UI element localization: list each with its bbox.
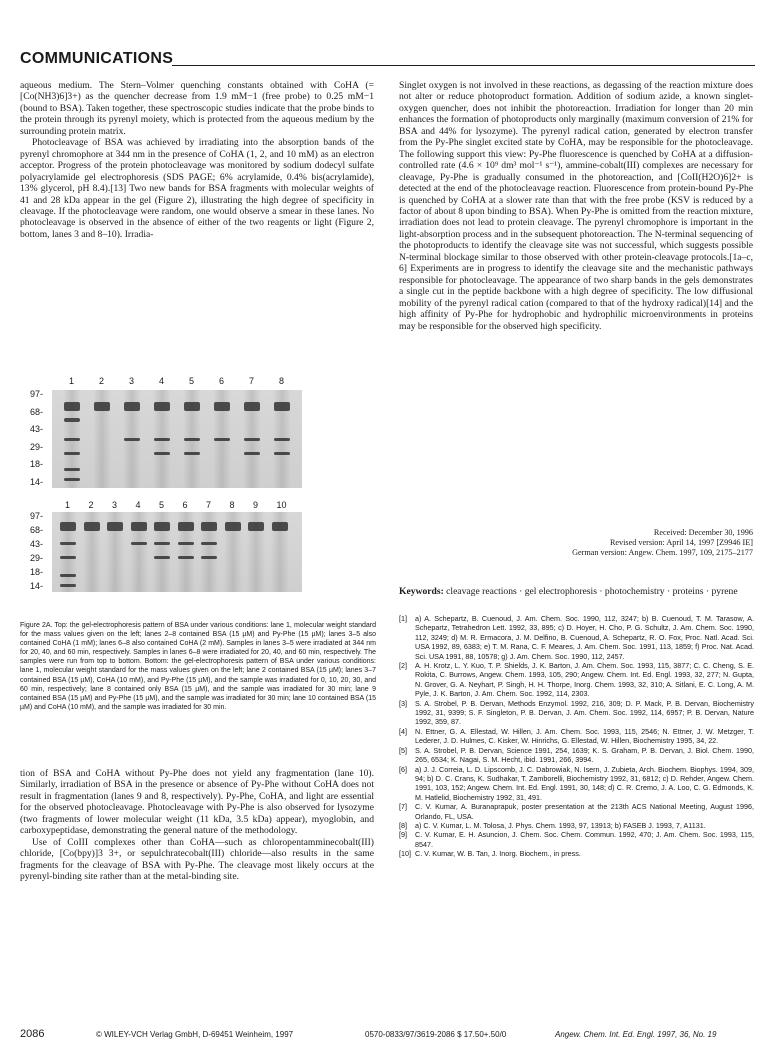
gel-band — [124, 438, 140, 441]
gel-band — [201, 556, 217, 559]
lane-label: 8 — [229, 500, 235, 510]
gel-band — [184, 452, 200, 455]
gel-band — [64, 468, 80, 471]
gel-image-bottom — [52, 512, 302, 592]
german-version-line: German version: Angew. Chem. 1997, 109, 2175–2177 — [572, 548, 753, 557]
mw-marker-label: 18- — [30, 567, 44, 577]
paragraph: Photocleavage of BSA was achieved by irradiating into the absorption bands of the pyrenyl chromophore at 344 nm in the presence of CoHA (1, 2, and 10 mM) as an electron acceptor. Progress of the protein photocleavage was monitored by sodium dodecyl sulfate polyacrylamide gel electrophoresis (SDS PAGE; 6% acrylamide, 0.4% bis(acrylamide), 13% glycerol, pH 8.4).[13] Two new bands for BSA fragments with molecular weights of 41 and 28 kDa appear in the gel (Figure 2), illustrating the high degree of specificity in cleavage. If the photocleavage were random, one would observe a smear in these lanes. No photocleavage is observed in the absence of either of the two reagents or light (Figure 2, bottom, lanes 3 and 8–10). Irradia- — [20, 137, 374, 240]
mw-marker-label: 97- — [30, 511, 44, 521]
gel-band — [225, 522, 241, 531]
lane-label: 2 — [99, 376, 105, 386]
lane-label: 8 — [279, 376, 285, 386]
gel-band — [64, 478, 80, 481]
gel-band — [184, 438, 200, 441]
journal-line: Angew. Chem. Int. Ed. Engl. 1997, 36, No. 19 — [555, 1030, 717, 1039]
reference-number: [3] — [399, 698, 407, 708]
gel-band — [244, 452, 260, 455]
lane-label: 7 — [249, 376, 255, 386]
gel-band — [64, 438, 80, 441]
gel-band — [124, 402, 140, 411]
gel-band — [214, 438, 230, 441]
gel-band — [84, 522, 100, 531]
gel-band — [154, 402, 170, 411]
gel-band — [64, 418, 80, 422]
reference-text: C. V. Kumar, E. H. Asuncion, J. Chem. Soc. Chem. Commun. 1992, 470; J. Am. Chem. Soc. 1993, 115, 8547. — [415, 830, 754, 849]
reference-text: N. Ettner, G. A. Ellestad, W. Hillen, J. Am. Chem. Soc. 1993, 115, 2546; N. Ettner, J. W. Metzger, T. Lederer, J. D. Hulmes, C. Kisker, W. Hinrichs, G. Ellestad, W. Hillen, Biochemistry 1995, 34, 22. — [415, 726, 754, 746]
gel-band — [60, 542, 76, 545]
mw-marker-label: 68- — [30, 406, 44, 417]
keywords-label: Keywords: — [399, 586, 444, 597]
revised-line: Revised version: April 14, 1997 [Z9946 IE] — [609, 538, 753, 547]
paragraph: Singlet oxygen is not involved in these reactions, as degassing of the reaction mixture does not alter or reduce photoproduct formation. Addition of sodium azide, a known singlet-oxygen quencher, does not inhibit the photoreaction. Irradiation for longer than 20 min enhances the formation of photoproducts only marginally (maximum conversion of 21% for BSA and 44% for lysozyme). The pyrenyl radical cation, generated by electron transfer from the Py-Phe singlet excited state by CoHA, may be responsible for the photocleavage. The following support this view: Py-Phe fluorescence is quenched by CoHA at a diffusion-controlled rate (4.6 × 10⁹ dm³ mol⁻¹ s⁻¹), ammine-cobalt(III) complexes are necessary for cleavage, Py-Phe is gradually consumed in the photoreaction, and [CoII(H2O)6]2+ is detected at the end of the photocleavage reaction. Fluorescence from protein-bound Py-Phe is quenched by CoHA at a slower rate than that with the free probe (KSV is reduced by a factor of about 8 upon binding to BSA). When Py-Phe is omitted from the reaction mixture, irradiation does not lead to protein cleavage. The pyrenyl chromophore is important in the light-absorption process and in the subsequent photoreaction. The N-terminal sequencing of the photoproducts to identify the cleavage site was not successful, which suggests possible N-terminal blockage similar to those observed with other protein-cleavage protocols.[1a–c, 6] Experiments are in progress to identify the cleavage site and the mechanistic pathways responsible for photocleavage. The appearance of two sharp bands in the gels demonstrates a single cut in the peptide backbone with a high degree of specificity. The low diffusional mobility of the pyrenyl radical cation (compared to that of the hydroxy radical)[14] and the high affinity of Py-Phe for hydrophobic and hydrophilic microenvironments in proteins may be responsible for the observed high specificity. — [399, 80, 753, 332]
gel-band — [274, 402, 290, 411]
lane-label: 9 — [253, 500, 259, 510]
section-title: COMMUNICATIONS — [20, 50, 174, 67]
issn-line: 0570-0833/97/3619-2086 $ 17.50+.50/0 — [365, 1030, 507, 1039]
mw-marker-label: 14- — [30, 477, 44, 487]
keywords — [399, 586, 753, 598]
gel-band — [178, 522, 194, 531]
lane-label: 3 — [129, 376, 135, 386]
gel-band — [64, 452, 80, 455]
gel-band — [274, 452, 290, 455]
reference-number: [6] — [399, 764, 407, 774]
received-line: Received: December 30, 1996 — [653, 528, 753, 537]
gel-band — [244, 438, 260, 441]
gel-band — [154, 542, 170, 545]
lane-label: 5 — [189, 376, 195, 386]
reference-number: [1] — [399, 614, 407, 623]
mw-marker-label: 14- — [30, 581, 44, 591]
reference-item — [399, 746, 754, 765]
lane-label: 7 — [206, 500, 212, 510]
lane-label: 10 — [276, 500, 287, 510]
reference-text: C. V. Kumar, W. B. Tan, J. Inorg. Biochem., in press. — [415, 849, 581, 859]
reference-item — [399, 614, 754, 661]
gel-band — [272, 522, 288, 531]
gel-image-top — [52, 390, 302, 488]
mw-marker-label: 43- — [30, 539, 44, 549]
gel-band — [154, 452, 170, 455]
gel-band — [201, 522, 217, 531]
reference-item — [399, 849, 754, 858]
mw-marker-label: 43- — [30, 424, 44, 435]
mw-marker-label: 29- — [30, 441, 44, 452]
right-column-text — [399, 80, 753, 332]
gel-band — [201, 542, 217, 545]
mw-marker-label: 18- — [30, 459, 44, 470]
reference-number: [5] — [399, 745, 407, 755]
gel-band — [131, 522, 147, 531]
reference-item — [399, 830, 754, 849]
gel-band — [244, 402, 260, 411]
reference-text: a) A. Schepartz, B. Cuenoud, J. Am. Chem. Soc. 1990, 112, 3247; b) B. Cuenoud, T. M. Tarasow, A. Schepartz, Tetrahedron Lett. 1992, 33, 895; c) D. Hoyer, H. Cho, P. G. Schultz, J. Am. Chem. Soc. 1990, 112, 3249; d) M. R. Ermacora, J. M. Delfino, B. Cuenoud, A. Schepartz, R. O. Fox, Proc. Natl. Acad. Sci. USA 1992, 89, 6383; e) T. M. Rana, C. F. Meares, J. Am. Chem. Soc. 1991, 113, 1859; f) Proc. Nat. Acad. Sci. USA 1991, 88, 10578; g) J. Am. Chem. Soc. 1990, 112, 2457. — [415, 614, 754, 661]
reference-number: [8] — [399, 820, 407, 830]
gel-band — [154, 522, 170, 531]
reference-item — [399, 661, 754, 699]
reference-text: A. H. Krotz, L. Y. Kuo, T. P. Shields, J. K. Barton, J. Am. Chem. Soc. 1993, 115, 3877; C. C. Cheng, S. E. Rokita, C. Burrows, Angew. Chem. 1993, 105, 290; Angew. Chem. Int. Ed. Engl. 1993, 32, 277; N. Gupta, N. Grover, G. A. Neyhart, P. Singh, H. H. Thorpe, Inorg. Chem. 1993, 32, 310; A. Sitlani, E. C. Long, A. M. Pyle, J. K. Barton, J. Am. Chem. Soc. 1992, 114, 2303. — [415, 661, 754, 699]
figure-caption: Figure 2A. Top: the gel-electrophoresis pattern of BSA under various conditions: lane 1, molecular weight standard for the mass values given on the left; lanes 2–8 contained BSA (15 µM) and Py-Phe (15 µM); lanes 3–5 also contained CoHA (1 mM); lanes 6–8 also contained CoHA (2 mM). Samples in lanes 3–5 were irradiated at 344 nm for 20, 40, and 60 min, respectively. Samples in lanes 6–8 were irradiated for 20, 40, and 60 min, respectively. The samples were run from top to bottom. Bottom: the gel-electrophoresis pattern of BSA under various conditions: lane 1, molecular weight standard for the mass values given on the left; lane 2 contained BSA (15 µM); lanes 3–7 contained BSA (15 µM), CoHA (10 mM), and Py-Phe (15 µM), and the sample was irradiated for 0, 10, 20, 30, and 60 min, respectively; lane 8 contained only BSA (15 µM), and the sample was irradiated for 30 min; lane 9 contained BSA (15 µM) and Py-Phe (15 µM), and the sample was irradiated for 30 min; lane 10 contained BSA (15 µM) and CoHA (10 mM), and the sample was irradiated for 30 min. — [20, 622, 376, 711]
left-bottom-text — [20, 768, 374, 883]
gel-band — [60, 574, 76, 577]
reference-text: S. A. Strobel, P. B. Dervan, Methods Enzymol. 1992, 216, 309; D. P. Mack, P. B. Dervan, Biochemistry 1992, 31, 9399; S. F. Singleton, P. B. Dervan, J. Am. Chem. Soc. 1992, 114, 6957; P. B. Dervan, Nature 1992, 359, 87. — [415, 698, 754, 727]
reference-number: [9] — [399, 830, 407, 840]
reference-item — [399, 821, 754, 830]
gel-band — [274, 438, 290, 441]
paragraph: aqueous medium. The Stern–Volmer quenching constants obtained with CoHA (= [Co(NH3)6]3+) as the quencher decrease from 1.9 mM−1 (free probe) to 0.25 mM−1 (bound to BSA). Taken together, these spectroscopic studies indicate that the probe binds to the protein through its pyrenyl moiety, which is protected from the aqueous medium by the surrounding protein matrix. — [20, 80, 374, 137]
gel-band — [131, 542, 147, 545]
left-column-text — [20, 80, 374, 240]
mw-marker-label: 97- — [30, 389, 44, 399]
lane-label: 5 — [159, 500, 165, 510]
reference-number: [7] — [399, 802, 407, 812]
lane-label: 6 — [182, 500, 188, 510]
page-header — [20, 50, 755, 72]
reference-item — [399, 699, 754, 727]
lane-label: 2 — [88, 500, 94, 510]
gel-band — [154, 438, 170, 441]
received-dates — [399, 528, 753, 558]
reference-item — [399, 727, 754, 746]
header-rule — [172, 65, 755, 66]
gel-band — [107, 522, 123, 531]
reference-number: [4] — [399, 726, 407, 736]
gel-band — [178, 542, 194, 545]
gel-band — [60, 522, 76, 531]
gel-band — [154, 556, 170, 559]
reference-text: a) C. V. Kumar, L. M. Tolosa, J. Phys. Chem. 1993, 97, 13913; b) FASEB J. 1993, 7, A1131. — [415, 820, 706, 830]
lane-label: 4 — [159, 376, 165, 386]
reference-text: a) J. J. Correia, L. D. Lipscomb, J. C. Dabrowiak, N. Isern, J. Zubieta, Arch. Biochem. Biophys. 1994, 309, 94; b) D. C. Crans, K. Sudhakar, T. Zamborelli, Biochemistry 1992, 31, 6812; c) D. Rehder, Angew. Chem. 1991, 103, 152; Angew. Chem. Int. Ed. Engl. 1991, 30, 148; d) C. R. Cremo, J. A. Loo, C. G. Edmonds, K. M. Hatlelid, Biochemistry 1992, 31, 491. — [415, 764, 754, 802]
lane-label: 6 — [219, 376, 225, 386]
mw-marker-label: 29- — [30, 553, 44, 563]
reference-number: [10] — [399, 849, 411, 859]
gel-band — [94, 402, 110, 411]
gel-band — [64, 402, 80, 411]
gel-band — [214, 402, 230, 411]
paragraph: tion of BSA and CoHA without Py-Phe does not yield any fragmentation (lane 10). Similarly, irradiation of BSA in the presence or absence of Py-Phe without CoHA does not result in fragmentation (lanes 9 and 8, respectively). Py-Phe, CoHA, and light are essential for the observed photocleavage. Photocleavage with Py-Phe is also observed for lysozyme (two fragments of lower molecular weight (11 kDa, 3.5 kDa) appear), myoglobin, and carboxypeptidase, demonstrating the general nature of the methodology. — [20, 768, 374, 837]
reference-number: [2] — [399, 661, 407, 671]
gel-band — [178, 556, 194, 559]
gel-band — [60, 584, 76, 587]
references-list — [399, 614, 754, 859]
reference-text: C. V. Kumar, A. Buranaprapuk, poster presentation at the 213th ACS National Meeting, August 1996, Orlando, FL, USA. — [415, 802, 754, 821]
gel-band — [184, 402, 200, 411]
lane-label: 4 — [135, 500, 141, 510]
gel-band — [60, 556, 76, 559]
publisher-line: © WILEY-VCH Verlag GmbH, D-69451 Weinheim, 1997 — [96, 1030, 294, 1039]
lane-label: 1 — [65, 500, 71, 510]
lane-label: 3 — [112, 500, 118, 510]
paragraph: Use of CoIII complexes other than CoHA—such as chloropentamminecobalt(III) chloride, [Co(bpy)]3 3+, or sepulchratecobalt(III) chloride—also results in the same fragments for the cleavage of BSA with Py-Phe. The cleavage most likely occurs at the pyrenyl-binding site rather than at the metal-binding site. — [20, 836, 374, 883]
reference-text: S. A. Strobel, P. B. Dervan, Science 1991, 254, 1639; K. S. Graham, P. B. Dervan, J. Biol. Chem. 1990, 265, 6534; K. Nagai, S. M. Hecht, ibid. 1991, 266, 3994. — [415, 745, 754, 765]
gel-band — [248, 522, 264, 531]
reference-item — [399, 802, 754, 821]
lane-label: 1 — [69, 376, 75, 386]
page-number: 2086 — [20, 1028, 45, 1040]
keywords-text: cleavage reactions · gel electrophoresis · photochemistry · proteins · pyrene — [446, 586, 738, 597]
reference-item — [399, 765, 754, 803]
mw-marker-label: 68- — [30, 525, 44, 535]
